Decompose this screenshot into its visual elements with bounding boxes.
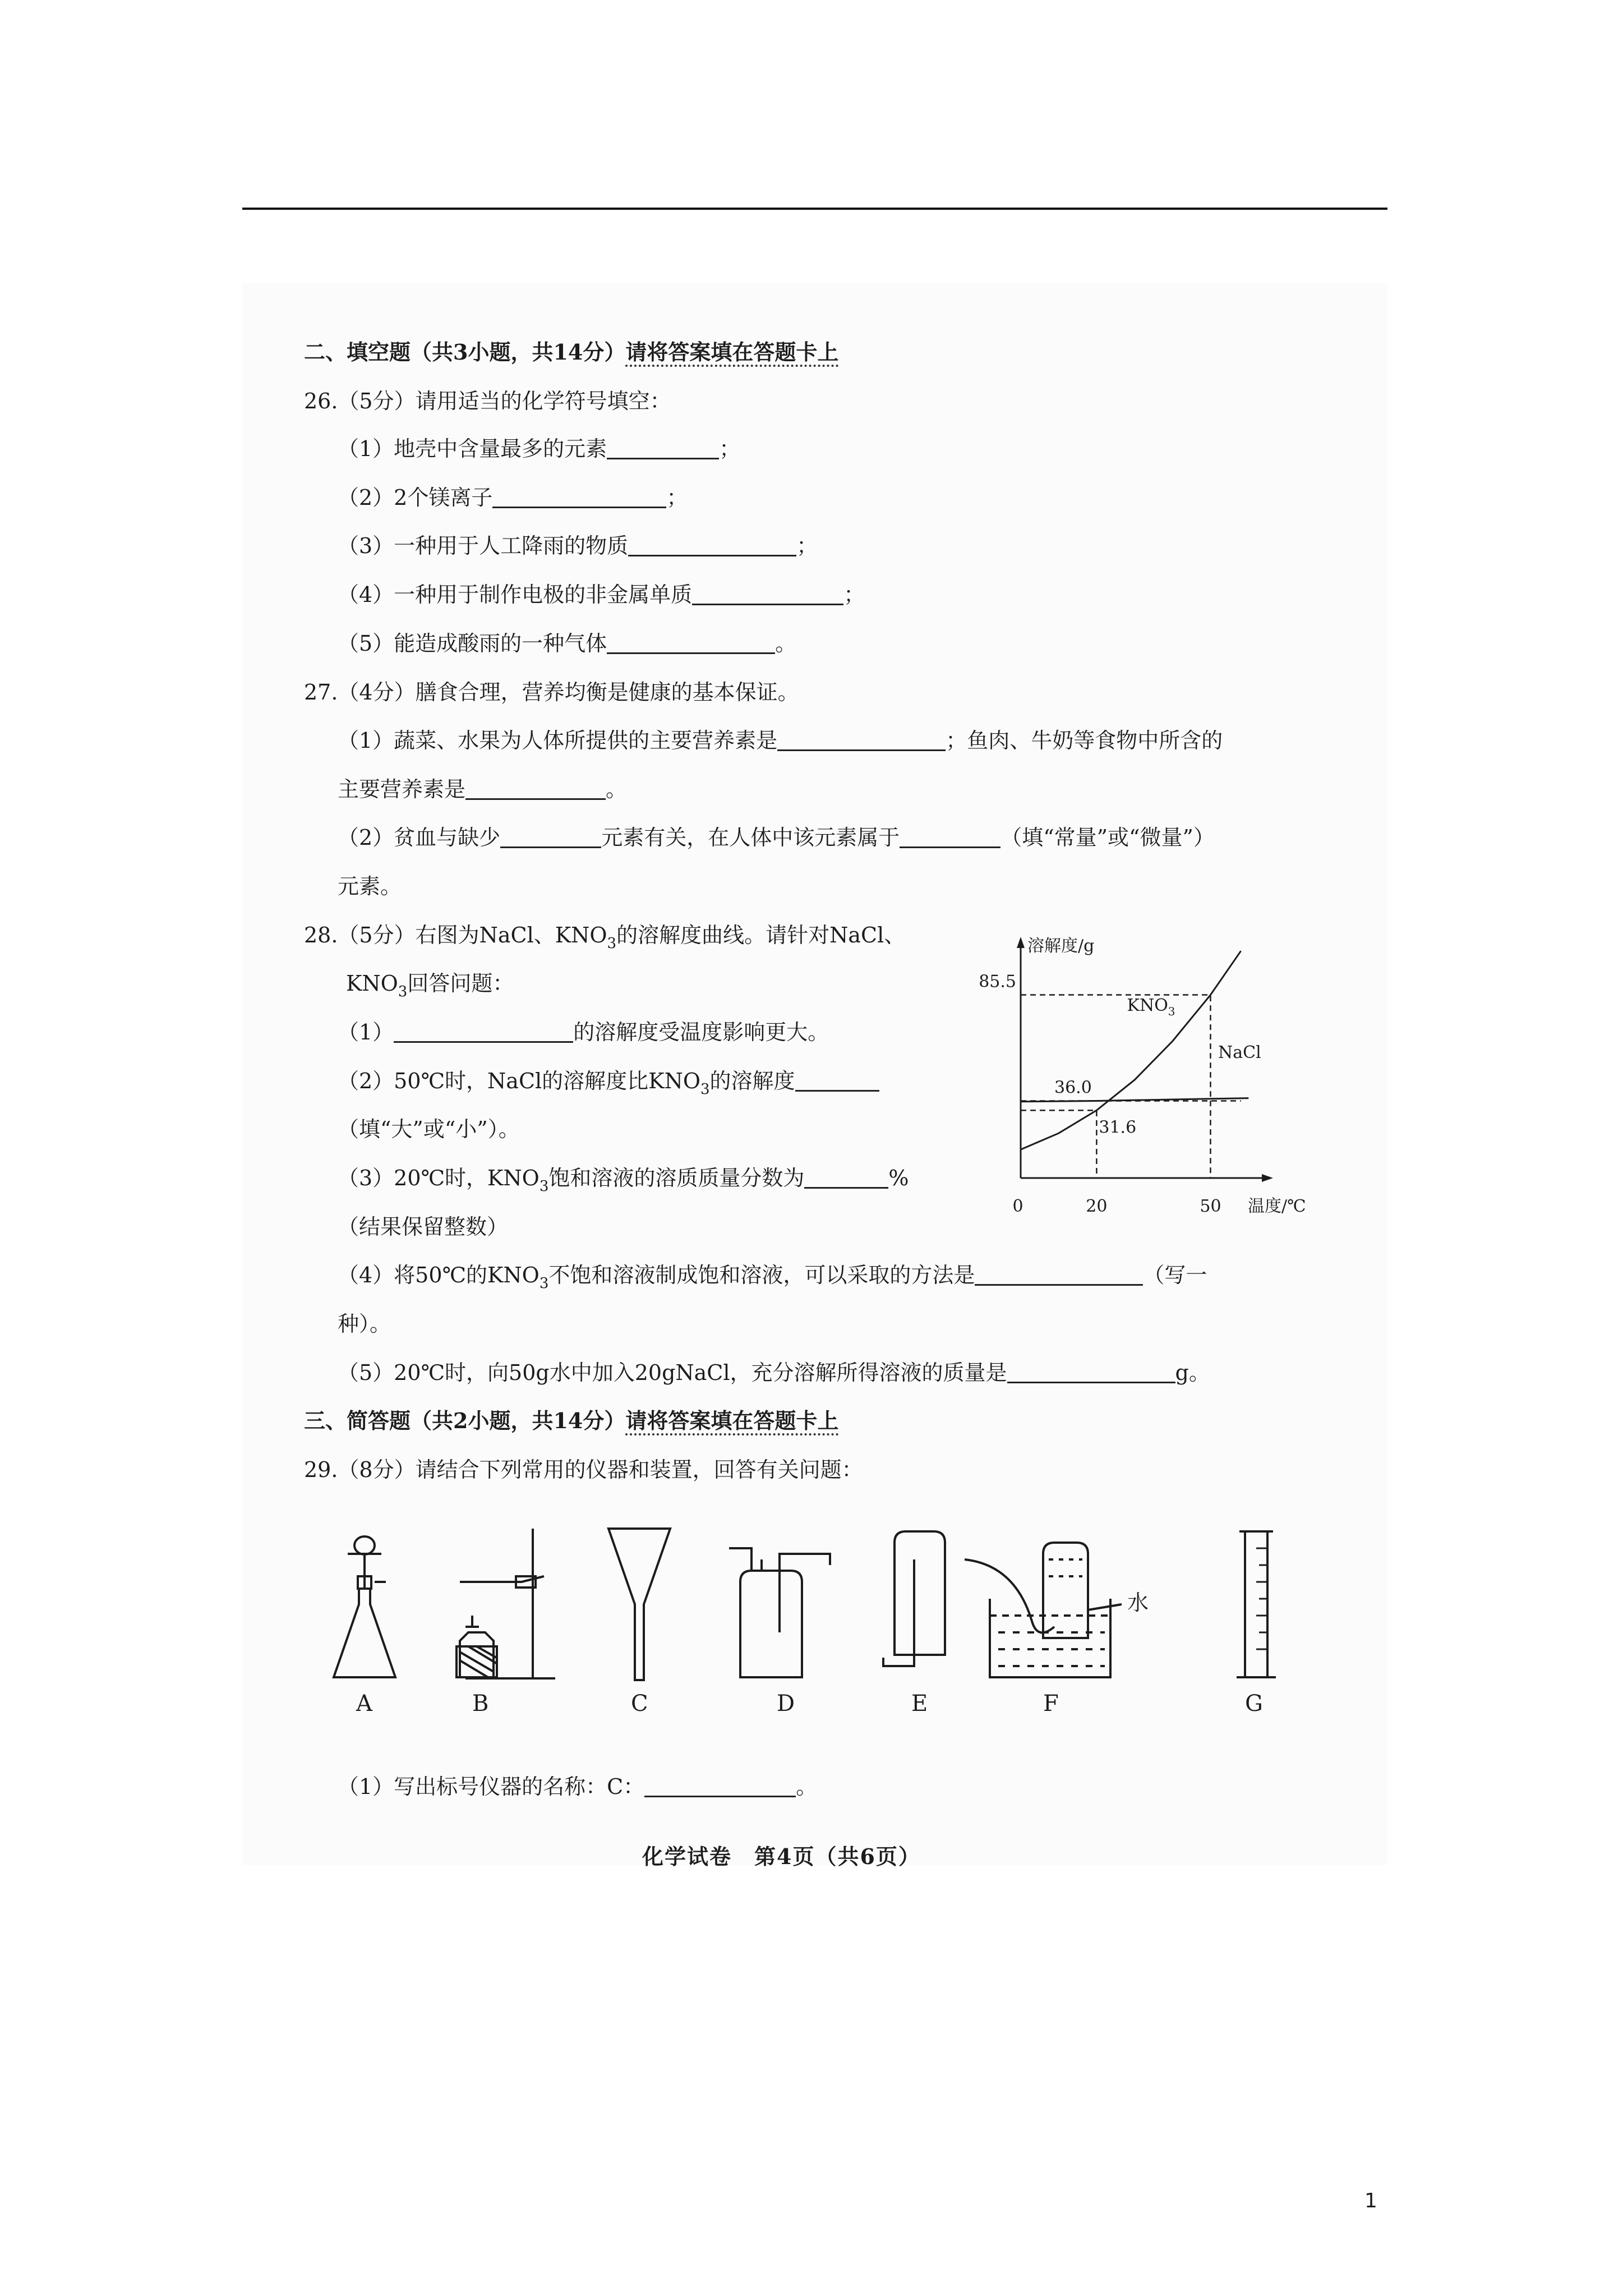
- apparatus-g-cylinder: [1237, 1531, 1276, 1677]
- apparatus-f-trough: [965, 1543, 1122, 1677]
- apparatus-b-stand: [457, 1529, 555, 1678]
- x-tick-0: 0: [1012, 1197, 1023, 1216]
- page-footer: 化学试卷 第4页（共6页）: [642, 1844, 921, 1869]
- q26-item-2: （2）2个镁离子 ；: [338, 485, 688, 510]
- answer-blank: [465, 778, 606, 800]
- answer-blank: [500, 826, 601, 848]
- answer-blank: [607, 438, 719, 459]
- answer-blank: [795, 1070, 879, 1092]
- answer-blank: [975, 1264, 1143, 1286]
- apparatus-c-funnel: [608, 1529, 670, 1680]
- data-point: [1096, 1110, 1097, 1111]
- answer-blank: [804, 1167, 888, 1189]
- series-label-kno3: $KNO_3$: [1127, 996, 1175, 1019]
- q28-sub-1: （1） 的溶解度受温度影响更大。: [338, 1020, 829, 1045]
- q27-line-2: 主要营养素是 。: [338, 777, 628, 802]
- label-d: D: [777, 1691, 795, 1717]
- data-point: [1210, 1098, 1211, 1099]
- y-axis-label: 溶解度/g: [1027, 936, 1095, 956]
- series-label-nacl: NaCl: [1218, 1043, 1261, 1063]
- apparatus-e-bottle: [883, 1531, 945, 1666]
- label-e: E: [911, 1691, 928, 1717]
- q26-item-3: （3）一种用于人工降雨的物质 ；: [338, 533, 818, 558]
- chart-text: [979, 936, 1306, 1216]
- section3-note: 请将答案填在答题卡上: [625, 1408, 838, 1435]
- x-axis-label: 温度/℃: [1248, 1197, 1306, 1216]
- answer-blank: [492, 486, 666, 508]
- q26-item-5: （5）能造成酸雨的一种气体 。: [338, 631, 797, 656]
- label-g: G: [1245, 1691, 1263, 1717]
- answer-blank: [394, 1021, 573, 1043]
- answer-blank: [777, 729, 946, 751]
- label-b: B: [472, 1691, 489, 1717]
- solubility-chart: [979, 931, 1326, 1223]
- data-point: [1058, 1133, 1059, 1134]
- data-point: [1172, 1041, 1173, 1042]
- section3-heading: 三、简答题（共2小题，共14分）请将答案填在答题卡上: [304, 1407, 838, 1435]
- q28-sub-4: （4）将50℃的$KNO_3$不饱和溶液制成饱和溶液，可以采取的方法是 （写一: [338, 1263, 1207, 1292]
- y-mark-31-6: 31.6: [1099, 1117, 1137, 1138]
- q28-stem-cont: $KNO_3$回答问题：: [346, 971, 514, 1000]
- answer-blank: [692, 583, 843, 605]
- section2-note: 请将答案填在答题卡上: [625, 339, 838, 367]
- apparatus-d-gas-bottle: [729, 1548, 830, 1677]
- y-mark-36-0: 36.0: [1054, 1078, 1092, 1098]
- y-axis-arrow: [1017, 937, 1025, 948]
- q29-stem: 29.（8分）请结合下列常用的仪器和装置，回答有关问题：: [304, 1457, 863, 1482]
- top-rule: [242, 208, 1387, 210]
- q27-line-3: （2）贫血与缺少 元素有关，在人体中该元素属于 （填“常量”或“微量”）: [338, 825, 1215, 850]
- apparatus-labels: [356, 1691, 1263, 1717]
- water-label: 水: [1127, 1590, 1149, 1615]
- q28-sub-2: （2）50℃时，NaCl的溶解度比$KNO_3$的溶解度: [338, 1067, 879, 1103]
- x-tick-50: 50: [1200, 1197, 1221, 1216]
- q26-item-4: （4）一种用于制作电极的非金属单质 ；: [338, 582, 865, 607]
- q28-sub-5: （5）20℃时，向50g水中加入20gNaCl，充分溶解所得溶液的质量是 g。: [338, 1360, 1210, 1385]
- apparatus-figure: [325, 1520, 1301, 1722]
- answer-blank: [1007, 1361, 1175, 1383]
- q26-item-1: （1）地壳中含量最多的元素 ；: [338, 436, 741, 461]
- q27-stem: 27.（4分）膳食合理，营养均衡是健康的基本保证。: [304, 680, 799, 705]
- q28-sub-3-hint: （结果保留整数）: [338, 1214, 509, 1239]
- answer-blank: [900, 826, 1000, 848]
- q29-sub-1: （1）写出标号仪器的名称：C： 。: [338, 1774, 818, 1799]
- q28-stem: 28.（5分）右图为NaCl、$KNO_3$的溶解度曲线。请针对NaCl、: [304, 923, 906, 952]
- q28-sub-3: （3）20℃时，$KNO_3$饱和溶液的溶质质量分数为 %: [338, 1166, 909, 1195]
- chart-guides: [1021, 995, 1241, 1178]
- x-tick-20: 20: [1086, 1197, 1108, 1216]
- series-label-kno3-sub: 3: [1168, 1005, 1175, 1019]
- label-c: C: [631, 1691, 648, 1717]
- answer-blank: [644, 1775, 796, 1797]
- q27-line-4: 元素。: [338, 874, 402, 899]
- label-a: A: [356, 1691, 372, 1717]
- q28-sub-2-hint: （填“大”或“小”）。: [338, 1117, 520, 1142]
- q27-line-1: （1）蔬菜、水果为人体所提供的主要营养素是 ；鱼肉、牛奶等食物中所含的: [338, 728, 1223, 753]
- answer-blank: [607, 632, 775, 654]
- section2-heading: 二、填空题（共3小题，共14分）请将答案填在答题卡上: [304, 338, 838, 366]
- x-axis-arrow: [1262, 1174, 1273, 1182]
- label-f: F: [1043, 1691, 1059, 1717]
- q28-sub-4-cont: 种）。: [338, 1312, 391, 1336]
- guide-85-5: [1021, 995, 1210, 1178]
- answer-blank: [628, 535, 796, 556]
- apparatus-a-flask: [334, 1536, 395, 1677]
- y-mark-85-5: 85.5: [979, 972, 1016, 992]
- page-number: 1: [1364, 2189, 1377, 2212]
- q26-stem: 26.（5分）请用适当的化学符号填空：: [304, 389, 671, 413]
